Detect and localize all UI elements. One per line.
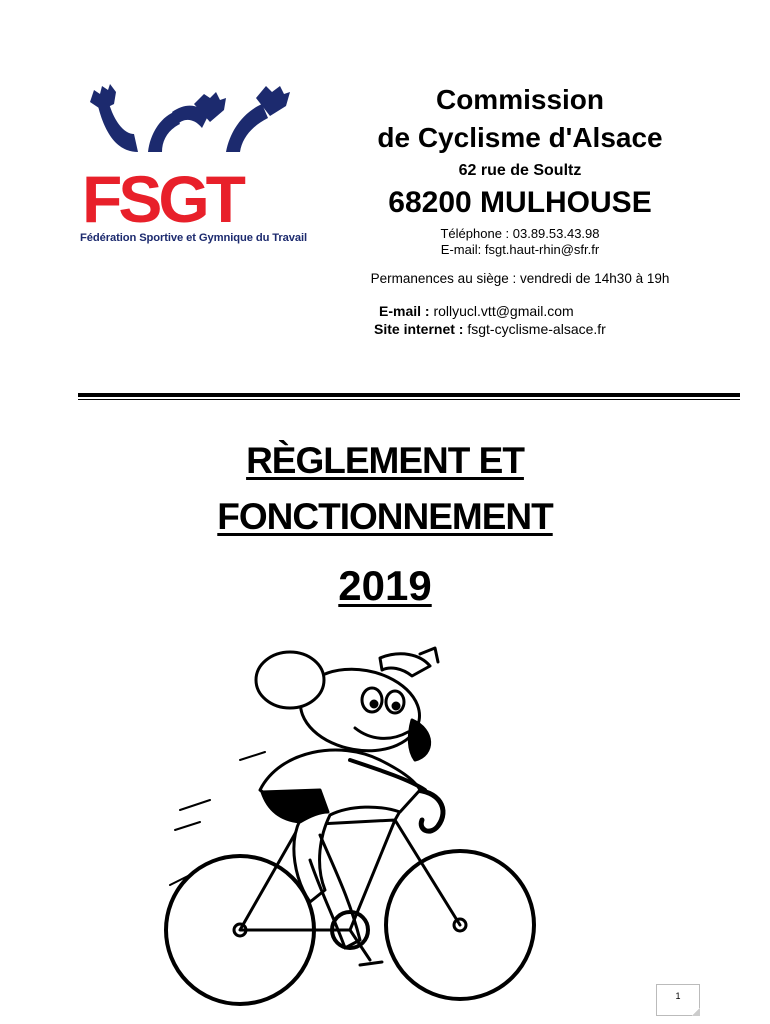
phone-number: Téléphone : 03.89.53.43.98: [440, 226, 600, 241]
header-divider-thick: [78, 393, 740, 397]
org-email: E-mail: fsgt.haut-rhin@sfr.fr: [440, 242, 600, 257]
logo-caption: Fédération Sportive et Gymnique du Travail: [80, 232, 308, 244]
page-number: 1: [656, 984, 700, 1016]
doc-title-line2: FONCTIONNEMENT: [217, 496, 553, 537]
contact-email: [379, 303, 574, 319]
right-arm-shape: [226, 104, 268, 152]
org-name-line1: Commission: [435, 84, 605, 115]
contact-site-value[interactable]: fsgt-cyclisme-alsace.fr: [467, 321, 606, 337]
city-address: 68200 MULHOUSE: [388, 186, 652, 219]
cyclist-illustration: [150, 640, 540, 1010]
header-divider-thin: [78, 399, 740, 400]
rider-ear: [256, 652, 324, 708]
contact-website: [374, 321, 606, 337]
contact-email-label: E-mail :: [379, 303, 430, 319]
fsgt-logo: [76, 82, 308, 252]
contact-site-label: Site internet :: [374, 321, 464, 337]
logo-acronym: FSGT: [82, 162, 242, 227]
rider-cap: [380, 654, 430, 676]
doc-title-year: 2019: [338, 562, 432, 609]
fsgt-logo-graphic: [76, 82, 296, 227]
street-address: 62 rue de Soultz: [458, 162, 582, 179]
office-hours: Permanences au siège : vendredi de 14h30 à 19h: [370, 271, 670, 286]
motion-lines: [170, 752, 265, 885]
contact-email-value[interactable]: rollyucl.vtt@gmail.com: [433, 303, 574, 319]
org-name-line2: de Cyclisme d'Alsace: [377, 122, 663, 153]
handlebar: [412, 790, 443, 831]
doc-title-line1: RÈGLEMENT ET: [246, 440, 524, 481]
left-hand-shape: [90, 84, 116, 110]
